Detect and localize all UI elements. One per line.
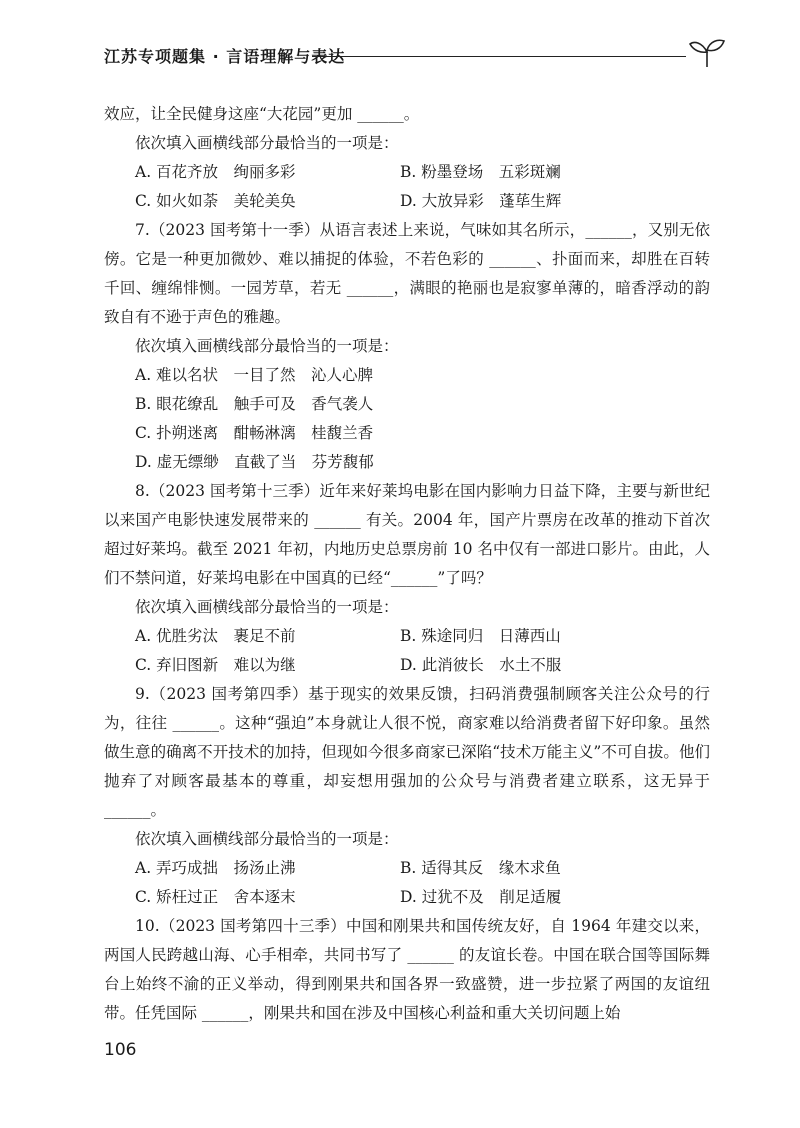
running-header — [104, 38, 730, 74]
q8-option-b: B. 殊途同归 日薄西山 — [400, 627, 561, 645]
q7-option-b: B. 眼花缭乱 触手可及 香气袭人 — [135, 395, 374, 413]
q6-option-a: A. 百花齐放 绚丽多彩 — [135, 163, 296, 181]
q7-option-d: D. 虚无缥缈 直截了当 芬芳馥郁 — [135, 453, 374, 471]
q6-tail: 效应，让全民健身这座“大花园”更加 ______。 — [104, 105, 420, 123]
q10-text: 10.（2023 国考第四十三季）中国和刚果共和国传统友好，自 1964 年建交以来，两国人民跨越山海、心手相牵，共同书写了 ______ 的友谊长卷。中国在联合国等国际舞台上始终不渝的正义举动，得到刚果共和国各界一致盛赞，进一步拉紧了两国的友谊纽带。任凭国际 ______，刚果共和国在涉及中国核心利益和重大关切问题上始 — [104, 917, 710, 1022]
q8-options-row-2 — [104, 651, 710, 680]
q7-text: 7.（2023 国考第十一季）从语言表述上来说，气味如其名所示，______，又别无依傍。它是一种更加微妙、难以捕捉的体验，不若色彩的 ______、扑面而来，却胜在百转千回、缠绵悱恻。一园芳草，若无 ______，满眼的艳丽也是寂寥单薄的，暗香浮动的韵致自有不逊于声色的雅趣。 — [104, 221, 710, 326]
q7-prompt: 依次填入画横线部分最恰当的一项是： — [135, 337, 399, 355]
q8-option-d: D. 此消彼长 水土不服 — [400, 656, 562, 674]
q9-options-row-1 — [104, 854, 710, 883]
header-rule — [312, 56, 686, 57]
q8-prompt: 依次填入画横线部分最恰当的一项是： — [135, 598, 399, 616]
page-content — [104, 100, 710, 1028]
q6-option-b: B. 粉墨登场 五彩斑斓 — [400, 163, 561, 181]
q9-option-d: D. 过犹不及 削足适履 — [400, 888, 562, 906]
q9-options-row-2 — [104, 883, 710, 912]
q9-prompt: 依次填入画横线部分最恰当的一项是： — [135, 830, 399, 848]
q8-text: 8.（2023 国考第十三季）近年来好莱坞电影在国内影响力日益下降，主要与新世纪以来国产电影快速发展带来的 ______ 有关。2004 年，国产片票房在改革的推动下首次超过好莱坞。截至 2021 年初，内地历史总票房前 10 名中仅有一部进口影片。由此，人们不禁问道，好莱坞电影在中国真的已经“______”了吗？ — [104, 482, 710, 587]
q6-options-row-1 — [104, 158, 710, 187]
q7-option-c: C. 扑朔迷离 酣畅淋漓 桂馥兰香 — [135, 424, 374, 442]
q8-options-row-1 — [104, 622, 710, 651]
header-title: 江苏专项题集 · 言语理解与表达 — [104, 47, 346, 66]
q6-options-row-2 — [104, 187, 710, 216]
q9-option-c: C. 矫枉过正 舍本逐末 — [135, 888, 296, 906]
q6-option-c: C. 如火如荼 美轮美奂 — [135, 192, 296, 210]
q9-text: 9.（2023 国考第四季）基于现实的效果反馈，扫码消费强制顾客关注公众号的行为，往往 ______。这种“强迫”本身就让人很不悦，商家难以给消费者留下好印象。虽然做生意的确离不开技术的加持，但现如今很多商家已深陷“技术万能主义”不可自拔。他们抛弃了对顾客最基本的尊重，却妄想用强加的公众号与消费者建立联系，这无异于 ______。 — [104, 685, 710, 819]
q9-option-a: A. 弄巧成拙 扬汤止沸 — [135, 859, 296, 877]
q6-prompt: 依次填入画横线部分最恰当的一项是： — [135, 134, 399, 152]
q8-option-c: C. 弃旧图新 难以为继 — [135, 656, 296, 674]
q6-option-d: D. 大放异彩 蓬荜生辉 — [400, 192, 562, 210]
sprout-icon — [688, 38, 726, 68]
page-number: 106 — [104, 1040, 137, 1060]
q7-option-a: A. 难以名状 一目了然 沁人心脾 — [135, 366, 374, 384]
q9-option-b: B. 适得其反 缘木求鱼 — [400, 859, 561, 877]
q8-option-a: A. 优胜劣汰 裹足不前 — [135, 627, 296, 645]
